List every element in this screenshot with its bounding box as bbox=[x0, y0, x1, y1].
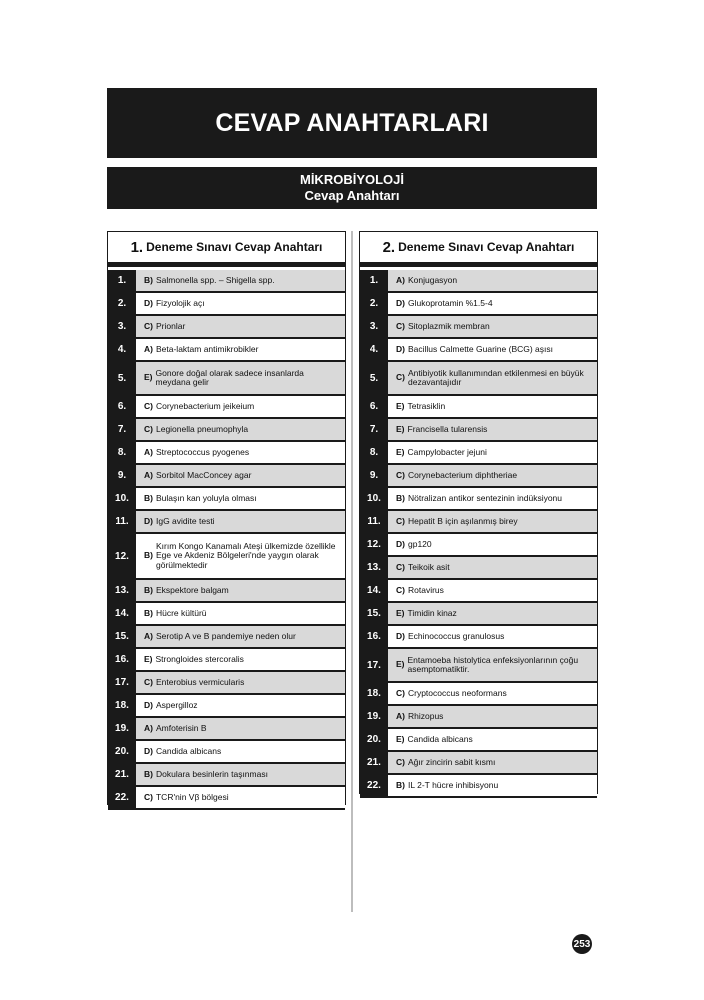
panel-header bbox=[108, 232, 345, 267]
question-number: 9. bbox=[360, 465, 388, 486]
answer-text: Strongloides stercoralis bbox=[155, 653, 244, 664]
answer-text: Timidin kinaz bbox=[407, 607, 457, 618]
subject-subtitle: Cevap Anahtarı bbox=[304, 188, 400, 203]
question-number: 14. bbox=[360, 580, 388, 601]
answer-text: Aspergilloz bbox=[155, 699, 198, 710]
subject-banner bbox=[107, 167, 597, 209]
answer-row bbox=[360, 270, 597, 293]
answer-row bbox=[108, 465, 345, 488]
answer-letter: C) bbox=[144, 400, 153, 411]
question-number: 9. bbox=[108, 465, 136, 486]
answer-row bbox=[360, 626, 597, 649]
answer-cell bbox=[136, 718, 345, 739]
question-number: 21. bbox=[108, 764, 136, 785]
question-number: 7. bbox=[360, 419, 388, 440]
answer-letter: C) bbox=[396, 515, 405, 526]
answer-cell bbox=[388, 465, 597, 486]
answer-text: Fizyolojik açı bbox=[155, 297, 205, 308]
answer-row bbox=[108, 787, 345, 810]
answer-letter: B) bbox=[396, 492, 405, 503]
answer-letter: A) bbox=[396, 710, 405, 721]
answer-row bbox=[360, 683, 597, 706]
question-number: 22. bbox=[108, 787, 136, 808]
answer-cell bbox=[136, 270, 345, 291]
answer-row bbox=[360, 442, 597, 465]
answer-text: Rotavirus bbox=[407, 584, 444, 595]
answer-letter: E) bbox=[396, 607, 405, 618]
answer-row bbox=[108, 603, 345, 626]
answer-cell bbox=[388, 442, 597, 463]
answer-text: Kırım Kongo Kanamalı Ateşi ülkemizde özellikle Ege ve Akdeniz Bölgeleri'nde yaygın olarak görülmektedir bbox=[155, 540, 336, 570]
answer-row bbox=[108, 488, 345, 511]
answer-letter: B) bbox=[144, 584, 153, 595]
answer-text: Bacillus Calmette Guarine (BCG) aşısı bbox=[407, 343, 554, 354]
answer-row bbox=[360, 534, 597, 557]
answer-text: Glukoprotamin %1.5-4 bbox=[407, 297, 493, 308]
question-number: 1. bbox=[360, 270, 388, 291]
answer-cell bbox=[136, 465, 345, 486]
answer-row bbox=[108, 741, 345, 764]
answer-cell bbox=[388, 488, 597, 509]
answer-cell bbox=[388, 419, 597, 440]
answer-cell bbox=[136, 580, 345, 601]
question-number: 5. bbox=[360, 362, 388, 394]
answer-letter: E) bbox=[396, 733, 405, 744]
answer-row bbox=[360, 293, 597, 316]
answer-letter: C) bbox=[144, 676, 153, 687]
answer-letter: D) bbox=[144, 297, 153, 308]
question-number: 15. bbox=[108, 626, 136, 647]
answer-text: Hücre kültürü bbox=[155, 607, 207, 618]
answer-text: TCR'nin Vβ bölgesi bbox=[155, 791, 229, 802]
answer-text: Hepatit B için aşılanmış birey bbox=[407, 515, 518, 526]
answer-cell bbox=[388, 396, 597, 417]
answer-row bbox=[360, 775, 597, 798]
answer-key-panel-1 bbox=[107, 231, 346, 805]
page-number-badge bbox=[572, 934, 592, 954]
answer-cell bbox=[388, 603, 597, 624]
answer-letter: C) bbox=[396, 320, 405, 331]
answer-text: Sitoplazmik membran bbox=[407, 320, 490, 331]
column-divider bbox=[351, 231, 353, 912]
answer-cell bbox=[136, 626, 345, 647]
answer-letter: D) bbox=[144, 745, 153, 756]
answer-row bbox=[360, 316, 597, 339]
answer-cell bbox=[388, 339, 597, 360]
answer-row bbox=[360, 396, 597, 419]
question-number: 12. bbox=[108, 534, 136, 578]
answer-cell bbox=[136, 293, 345, 314]
question-number: 17. bbox=[108, 672, 136, 693]
answer-cell bbox=[136, 362, 345, 394]
answer-cell bbox=[388, 293, 597, 314]
answer-text: Prionlar bbox=[155, 320, 186, 331]
answer-row bbox=[360, 465, 597, 488]
answer-letter: C) bbox=[396, 561, 405, 572]
answer-cell bbox=[388, 362, 597, 394]
answer-cell bbox=[136, 764, 345, 785]
answer-rows bbox=[360, 270, 597, 798]
answer-text: Echinococcus granulosus bbox=[407, 630, 505, 641]
answer-letter: B) bbox=[396, 779, 405, 790]
answer-row bbox=[360, 511, 597, 534]
answer-text: Teikoik asit bbox=[407, 561, 450, 572]
answer-cell bbox=[388, 316, 597, 337]
answer-row bbox=[108, 442, 345, 465]
page-title-banner bbox=[107, 88, 597, 158]
answer-cell bbox=[388, 683, 597, 704]
question-number: 10. bbox=[360, 488, 388, 509]
answer-text: Dokulara besinlerin taşınması bbox=[155, 768, 268, 779]
answer-cell bbox=[136, 534, 345, 578]
answer-cell bbox=[136, 488, 345, 509]
answer-text: Amfoterisin B bbox=[155, 722, 207, 733]
answer-text: gp120 bbox=[407, 538, 432, 549]
answer-text: Konjugasyon bbox=[407, 274, 458, 285]
question-number: 13. bbox=[360, 557, 388, 578]
answer-text: Candida albicans bbox=[155, 745, 222, 756]
answer-row bbox=[360, 557, 597, 580]
question-number: 8. bbox=[360, 442, 388, 463]
answer-text: Streptococcus pyogenes bbox=[155, 446, 250, 457]
answer-row bbox=[108, 339, 345, 362]
answer-row bbox=[360, 706, 597, 729]
question-number: 15. bbox=[360, 603, 388, 624]
question-number: 21. bbox=[360, 752, 388, 773]
answer-row bbox=[108, 362, 345, 396]
answer-text: Beta-laktam antimikrobikler bbox=[155, 343, 259, 354]
answer-letter: D) bbox=[396, 297, 405, 308]
answer-text: Francisella tularensis bbox=[407, 423, 488, 434]
answer-letter: C) bbox=[396, 469, 405, 480]
question-number: 16. bbox=[108, 649, 136, 670]
answer-row bbox=[108, 534, 345, 580]
question-number: 19. bbox=[108, 718, 136, 739]
answer-cell bbox=[136, 339, 345, 360]
question-number: 11. bbox=[360, 511, 388, 532]
question-number: 5. bbox=[108, 362, 136, 394]
answer-letter: B) bbox=[144, 274, 153, 285]
answer-row bbox=[360, 488, 597, 511]
answer-cell bbox=[388, 511, 597, 532]
answer-letter: A) bbox=[396, 274, 405, 285]
answer-letter: E) bbox=[144, 653, 153, 664]
answer-cell bbox=[388, 580, 597, 601]
answer-cell bbox=[388, 706, 597, 727]
question-number: 7. bbox=[108, 419, 136, 440]
answer-row bbox=[360, 729, 597, 752]
answer-letter: C) bbox=[396, 372, 405, 383]
question-number: 16. bbox=[360, 626, 388, 647]
answer-row bbox=[360, 580, 597, 603]
answer-row bbox=[108, 316, 345, 339]
answer-text: Campylobacter jejuni bbox=[407, 446, 487, 457]
subject-title: MİKROBİYOLOJİ bbox=[299, 172, 404, 187]
answer-text: Bulaşın kan yoluyla olması bbox=[155, 492, 257, 503]
question-number: 6. bbox=[360, 396, 388, 417]
answer-letter: C) bbox=[396, 584, 405, 595]
answer-rows bbox=[108, 270, 345, 810]
answer-row bbox=[108, 511, 345, 534]
answer-letter: E) bbox=[396, 423, 405, 434]
answer-row bbox=[360, 362, 597, 396]
answer-cell bbox=[136, 396, 345, 417]
question-number: 19. bbox=[360, 706, 388, 727]
question-number: 4. bbox=[108, 339, 136, 360]
answer-cell bbox=[136, 672, 345, 693]
answer-letter: A) bbox=[144, 722, 153, 733]
answer-row bbox=[108, 718, 345, 741]
answer-cell bbox=[136, 695, 345, 716]
question-number: 14. bbox=[108, 603, 136, 624]
question-number: 2. bbox=[108, 293, 136, 314]
answer-cell bbox=[136, 511, 345, 532]
answer-row bbox=[108, 293, 345, 316]
answer-cell bbox=[388, 534, 597, 555]
answer-letter: C) bbox=[144, 791, 153, 802]
answer-cell bbox=[136, 442, 345, 463]
answer-row bbox=[360, 339, 597, 362]
answer-letter: D) bbox=[396, 630, 405, 641]
answer-cell bbox=[388, 626, 597, 647]
answer-cell bbox=[136, 741, 345, 762]
question-number: 18. bbox=[108, 695, 136, 716]
answer-row bbox=[108, 649, 345, 672]
answer-text: Corynebacterium diphtheriae bbox=[407, 469, 518, 480]
answer-row bbox=[360, 603, 597, 626]
question-number: 8. bbox=[108, 442, 136, 463]
answer-letter: B) bbox=[144, 768, 153, 779]
answer-text: Corynebacterium jeikeium bbox=[155, 400, 255, 411]
answer-row bbox=[360, 752, 597, 775]
answer-key-panel-2 bbox=[359, 231, 598, 794]
answer-row bbox=[108, 672, 345, 695]
answer-cell bbox=[388, 270, 597, 291]
question-number: 18. bbox=[360, 683, 388, 704]
answer-text: Ağır zincirin sabit kısmı bbox=[407, 756, 496, 767]
question-number: 11. bbox=[108, 511, 136, 532]
answer-text: Cryptococcus neoformans bbox=[407, 687, 507, 698]
answer-letter: C) bbox=[144, 423, 153, 434]
answer-cell bbox=[388, 752, 597, 773]
answer-cell bbox=[388, 775, 597, 796]
question-number: 17. bbox=[360, 649, 388, 681]
answer-letter: E) bbox=[396, 659, 405, 670]
answer-row bbox=[108, 270, 345, 293]
answer-letter: E) bbox=[144, 372, 153, 383]
answer-text: Candida albicans bbox=[407, 733, 473, 744]
answer-cell bbox=[136, 316, 345, 337]
question-number: 22. bbox=[360, 775, 388, 796]
question-number: 12. bbox=[360, 534, 388, 555]
answer-letter: D) bbox=[144, 699, 153, 710]
answer-letter: C) bbox=[396, 756, 405, 767]
question-number: 1. bbox=[108, 270, 136, 291]
question-number: 10. bbox=[108, 488, 136, 509]
answer-row bbox=[360, 649, 597, 683]
answer-text: Legionella pneumophyla bbox=[155, 423, 249, 434]
panel-title: Deneme Sınavı Cevap Anahtarı bbox=[398, 240, 575, 254]
answer-cell bbox=[388, 649, 597, 681]
question-number: 4. bbox=[360, 339, 388, 360]
page-title: CEVAP ANAHTARLARI bbox=[215, 108, 489, 137]
answer-letter: B) bbox=[144, 607, 153, 618]
answer-letter: D) bbox=[396, 538, 405, 549]
question-number: 2. bbox=[360, 293, 388, 314]
page-number: 253 bbox=[573, 938, 591, 950]
answer-text: Ekspektore balgam bbox=[155, 584, 229, 595]
panel-number: 1. bbox=[130, 238, 144, 256]
answer-cell bbox=[136, 419, 345, 440]
answer-letter: B) bbox=[144, 492, 153, 503]
answer-letter: A) bbox=[144, 343, 153, 354]
answer-text: Sorbitol MacConcey agar bbox=[155, 469, 252, 480]
answer-row bbox=[108, 419, 345, 442]
answer-row bbox=[108, 764, 345, 787]
answer-letter: C) bbox=[396, 687, 405, 698]
answer-letter: D) bbox=[144, 515, 153, 526]
answer-letter: C) bbox=[144, 320, 153, 331]
answer-text: IgG avidite testi bbox=[155, 515, 215, 526]
answer-letter: E) bbox=[396, 400, 405, 411]
answer-text: Entamoeba histolytica enfeksiyonlarının çoğu asemptomatiktir. bbox=[407, 654, 579, 674]
answer-text: Rhizopus bbox=[407, 710, 444, 721]
answer-row bbox=[360, 419, 597, 442]
question-number: 20. bbox=[108, 741, 136, 762]
answer-text: Serotip A ve B pandemiye neden olur bbox=[155, 630, 296, 641]
answer-letter: A) bbox=[144, 469, 153, 480]
question-number: 3. bbox=[108, 316, 136, 337]
question-number: 13. bbox=[108, 580, 136, 601]
answer-cell bbox=[136, 787, 345, 808]
answer-letter: E) bbox=[396, 446, 405, 457]
answer-text: Salmonella spp. – Shigella spp. bbox=[155, 274, 275, 285]
answer-cell bbox=[136, 649, 345, 670]
answer-row bbox=[108, 695, 345, 718]
answer-letter: B) bbox=[144, 550, 153, 561]
answer-row bbox=[108, 580, 345, 603]
answer-text: Enterobius vermicularis bbox=[155, 676, 245, 687]
panel-title: Deneme Sınavı Cevap Anahtarı bbox=[146, 240, 323, 254]
panel-header bbox=[360, 232, 597, 267]
question-number: 20. bbox=[360, 729, 388, 750]
answer-text: IL 2-T hücre inhibisyonu bbox=[407, 779, 499, 790]
answer-text: Gonore doğal olarak sadece insanlarda meydana gelir bbox=[155, 367, 304, 387]
answer-text: Antibiyotik kullanımından etkilenmesi en büyük dezavantajıdır bbox=[407, 367, 584, 387]
answer-letter: D) bbox=[396, 343, 405, 354]
answer-cell bbox=[388, 729, 597, 750]
answer-text: Nötralizan antikor sentezinin indüksiyonu bbox=[407, 492, 563, 503]
answer-letter: A) bbox=[144, 630, 153, 641]
question-number: 6. bbox=[108, 396, 136, 417]
answer-row bbox=[108, 626, 345, 649]
answer-text: Tetrasiklin bbox=[407, 400, 446, 411]
panel-number: 2. bbox=[382, 238, 396, 256]
answer-cell bbox=[136, 603, 345, 624]
answer-letter: A) bbox=[144, 446, 153, 457]
answer-row bbox=[108, 396, 345, 419]
answer-cell bbox=[388, 557, 597, 578]
question-number: 3. bbox=[360, 316, 388, 337]
